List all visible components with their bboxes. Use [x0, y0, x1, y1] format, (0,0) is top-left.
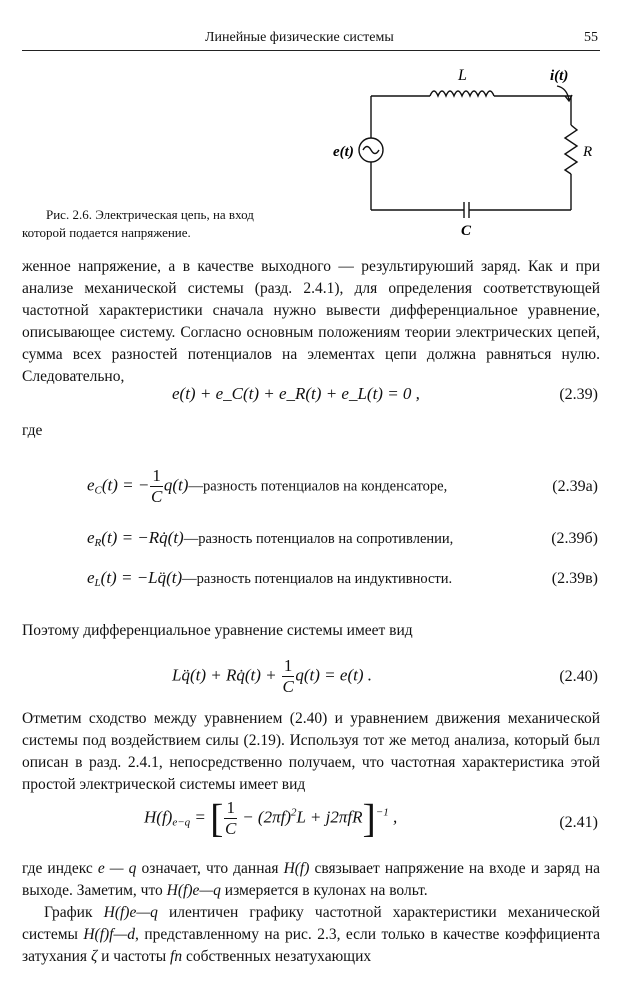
paragraph-diff-eq: Поэтому дифференциальное уравнение системы имеет вид [22, 622, 413, 639]
label-R: R [583, 144, 593, 160]
equation-2-39 [22, 384, 600, 414]
paragraph-2: Отметим сходство между уравнением (2.40) и уравнением движения механической системы под воздействием силы (2.19). Используя тот же метод анализа, который был описан в разд. 2.4.1, непосредственно получаем, что частотная характеристика этой простой электрической системы имеет вид [22, 710, 600, 793]
label-C: C [461, 223, 472, 239]
equation-2-41 [22, 796, 600, 852]
equation-body: $e_L(t)$ = −Lq̈(t)—разность потенциалов на индуктивности. [87, 568, 453, 589]
equation-description: —разность потенциалов на сопротивлении, [183, 531, 454, 547]
equation-number: (2.40) [559, 668, 598, 685]
label-L: L [458, 67, 467, 84]
fn-symbol: fn [170, 948, 183, 965]
equation-body: Lq̈(t) + Rq̇(t) + $\frac{1}{C}$ q(t) = e(t) . [172, 656, 372, 696]
running-title: Линейные физические системы [205, 30, 394, 45]
figure-caption: Рис. 2.6. Электрическая цепь, на вход которой подается напряжение. [22, 207, 254, 240]
equation-2-39a [22, 462, 600, 510]
page-header [22, 28, 600, 51]
equation-description: —разность потенциалов на конденсаторе, [188, 478, 448, 495]
equation-body: e(t) + e_C(t) + e_R(t) + e_L(t) = 0 , [172, 384, 420, 403]
equation-number: (2.41) [559, 814, 598, 831]
hf-eq-symbol: H(f)e—q [103, 904, 158, 921]
hf-eq-symbol: H(f)e—q [166, 882, 221, 899]
label-i: i(t) [550, 68, 569, 84]
sine-icon [363, 147, 379, 154]
where-label: где [22, 422, 43, 439]
equation-description: —разность потенциалов на индуктивности. [182, 571, 453, 587]
equation-2-39c [22, 568, 600, 598]
resistor-zigzag [565, 125, 577, 174]
index-eq: e — q [97, 860, 137, 877]
equation-number: (2.39) [559, 386, 598, 403]
label-e: e(t) [333, 144, 354, 160]
equation-2-40 [22, 654, 600, 702]
zeta-symbol: ζ [90, 948, 98, 965]
equation-number: (2.39в) [551, 570, 598, 587]
equation-body: $H(f)_{e-q}$ = [ $\frac{1}{C}$ − $(2\pi f)^2L + j2\pi fR]^{-1}$ , [144, 795, 398, 841]
paragraph-4: График H(f)e—q илентичен графику частотной характеристики механической системы H(f)f—d, представленному на рис. 2.3, если только в качестве коэффициента затухания ζ и частоты fn собственных незатухающих [22, 904, 601, 965]
circuit-figure [325, 60, 605, 240]
page-number: 55 [584, 30, 598, 45]
paragraph-1: женное напряжение, а в качестве выходного — результируюший заряд. Как и при анализе механической системы (разд. 2.4.1), для определения соответствующей частотной характеристики сначала нужно вывести дифференциальное уравнение, описывающее систему. Согласно основным положениям теории электрических цепей, сумма всех разностей потенциалов на элементах цепи должна равняться нулю. Следовательно, [22, 258, 600, 385]
paragraph-3: где индекс e — q означает, что данная H(f) связывает напряжение на входе и заряд на выходе. Заметим, что H(f)e—q измеряется в кулонах на вольт. [22, 860, 601, 899]
hf-fd-symbol: H(f)f—d [83, 926, 136, 943]
equation-body: $e_R(t)$ = −Rq̇(t)—разность потенциалов на сопротивлении, [87, 528, 454, 549]
equation-number: (2.39а) [552, 478, 598, 495]
equation-2-39b [22, 528, 600, 558]
hf-symbol: H(f) [283, 860, 310, 877]
inductor-coil [430, 91, 494, 96]
equation-number: (2.39б) [551, 530, 598, 547]
equation-body: $e_C(t)$ = − $\frac{1}{C}$ q(t)—разность потенциалов на конденсаторе, [87, 466, 448, 506]
